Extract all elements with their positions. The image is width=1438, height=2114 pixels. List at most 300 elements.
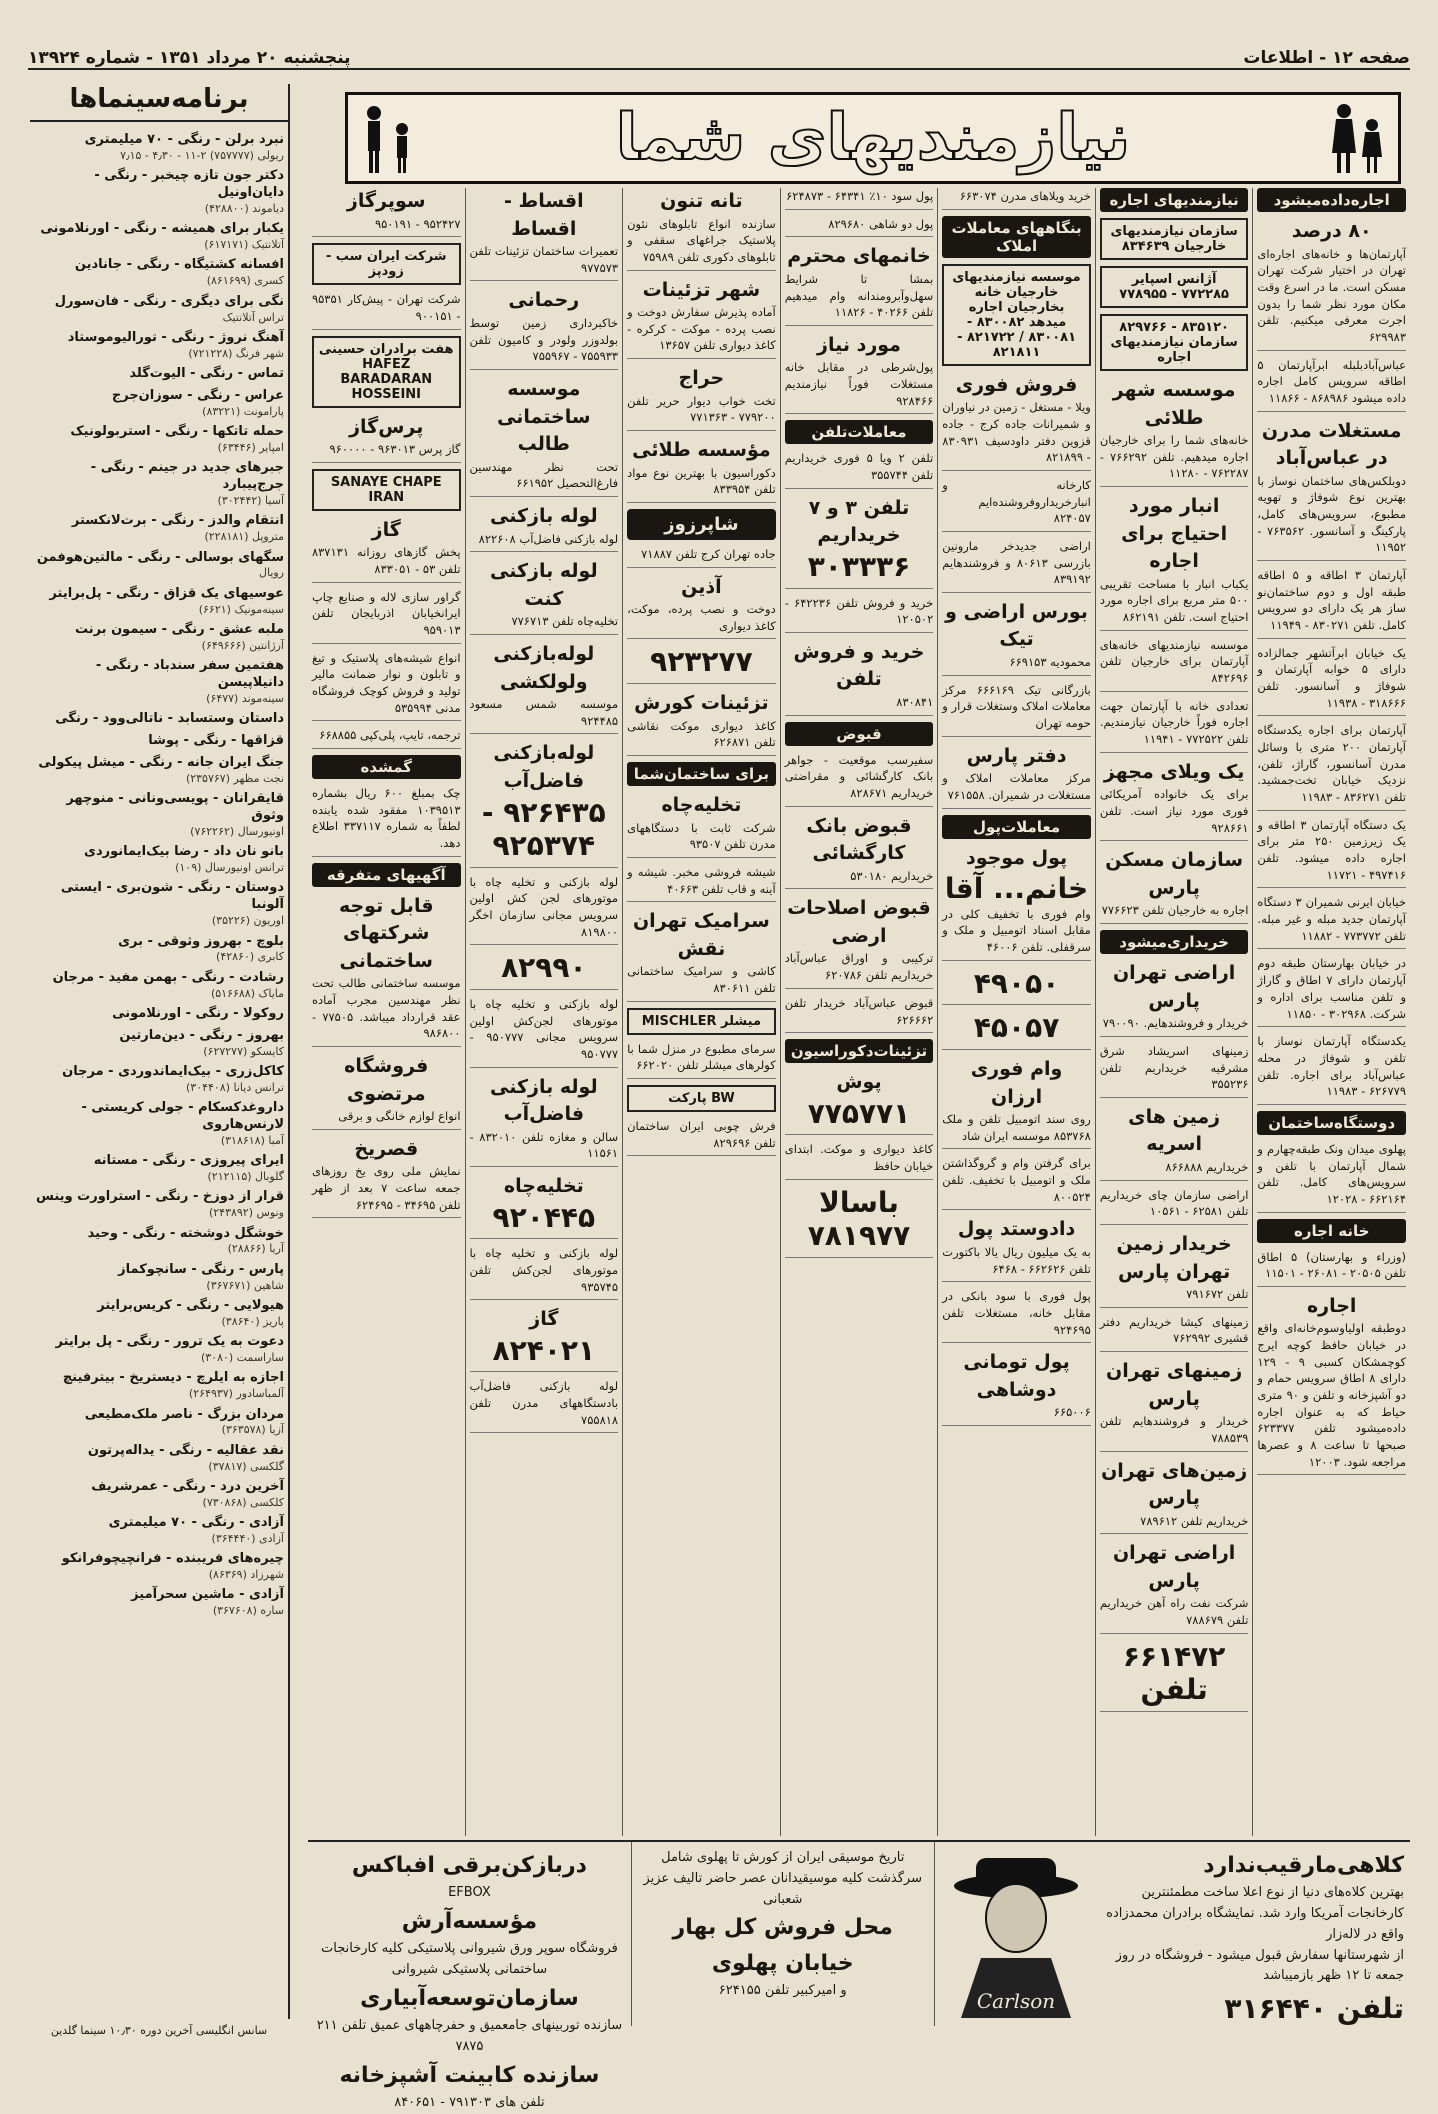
family-walking-icon	[1322, 99, 1392, 177]
ad-column	[622, 188, 780, 1836]
ad-headline: تخلیه‌چاه	[661, 793, 742, 816]
classifieds-banner	[345, 92, 1401, 184]
classified-ad	[627, 1041, 776, 1079]
section-heading: خانه اجاره	[1257, 1219, 1406, 1243]
ad-headline: ۶۶۱۴۷۲ تلفن	[1122, 1639, 1226, 1707]
classified-ad	[312, 785, 461, 857]
ad-headline: زمین های اسریه	[1128, 1105, 1221, 1156]
ad-column	[780, 188, 938, 1836]
film-title: بلوچ - بهروز وثوقی - بری	[118, 933, 284, 949]
cinema-item	[34, 294, 284, 325]
ad-text: ۶۶۵۰۰۶	[1053, 1405, 1091, 1420]
ad-text: پول سود ۱۰٪ ۶۴۳۴۱ - ۶۲۴۸۷۳	[786, 189, 934, 203]
ad-text: کارخانه و انبارخریداروفروشنده‌ایم ۸۲۴۰۵۷	[942, 477, 1091, 526]
section-heading: قبوض	[785, 722, 934, 746]
classified-ad	[785, 995, 934, 1033]
ad-text: لوله بازکنی فاضل‌آب ۸۲۲۶۰۸	[478, 531, 619, 546]
film-title: سگهای بوسالی - رنگی - مالتین‌هوفمن	[36, 549, 284, 565]
classified-ad	[785, 1186, 934, 1258]
classified-ad	[312, 414, 461, 463]
classified-ad	[1257, 645, 1406, 717]
ad-headline: ۳۰۳۳۳۶	[807, 549, 911, 583]
classified-ad	[1100, 1540, 1249, 1633]
cinema-item	[34, 1551, 284, 1582]
classified-ad	[1257, 567, 1406, 639]
classified-ad	[470, 503, 619, 552]
cinema-item	[34, 970, 284, 1001]
ad-headline: زمین‌های تهران پارس	[1101, 1459, 1248, 1510]
film-showtimes: آسیا (۳۰۲۴۴۲)	[217, 494, 284, 508]
cinema-item	[34, 132, 284, 163]
classified-ad	[627, 546, 776, 568]
cinema-item	[34, 460, 284, 508]
ad-text: تلفن ۲ ویا ۵ فوری خریداریم تلفن ۳۵۵۷۴۴	[784, 451, 934, 483]
ad-text: تلفن ۷۹۱۶۷۲	[1186, 1287, 1249, 1302]
cinema-item	[34, 1587, 284, 1618]
film-title: نگی برای دیگری - رنگی - فان‌سورل	[54, 293, 284, 309]
music-phone: و امیرکبیر تلفن ۶۲۴۱۵۵	[718, 1982, 847, 1998]
film-showtimes: آریا (۲۸۸۶۶)	[227, 1242, 284, 1256]
film-showtimes: سینه‌مونیک (۶۶۲۱)	[198, 602, 284, 616]
ad-headline: تانه تنون	[660, 190, 743, 212]
ad-text: خریدار و فروشندهایم. ۷۹۰۰۹۰	[1102, 1016, 1249, 1031]
classified-ad	[1100, 1640, 1249, 1712]
ad-text: تخت خواب دیوار حریر تلفن ۷۷۹۲۰۰ - ۷۷۱۳۶۳	[627, 393, 776, 425]
cinema-item	[34, 1153, 284, 1184]
cinema-item	[34, 1028, 284, 1059]
classified-ad	[1257, 218, 1406, 351]
ad-text: روی سند اتومبیل تلفن و ملک ۸۵۳۷۶۸ موسسه ایران شاد	[942, 1112, 1091, 1143]
section-heading: گمشده	[312, 755, 461, 779]
classified-ad	[1100, 377, 1249, 487]
ad-text: خریداریم ۸۶۶۸۸۸	[1165, 1160, 1249, 1174]
section-heading: بنگاههای معاملات املاک	[942, 216, 1091, 258]
film-title: هیولایی - رنگی - کریس‌برایتر	[97, 1297, 284, 1313]
ad-text: خرید ویلاهای مدرن ۶۶۳۰۷۴	[959, 189, 1091, 203]
film-title: قزاقها - رنگی - پوشا	[148, 733, 284, 749]
ad-text: چک بمبلغ ۶۰۰ ریال بشماره ۱۰۳۹۵۱۳ مفقود شده یابنده لطفاً به شماره ۳۳۷۱۱۷ اطلاع دهد.	[311, 786, 461, 851]
film-showtimes: رویال	[258, 566, 284, 580]
film-title: یکبار برای همیشه - رنگی - اورنلامونی	[40, 221, 284, 237]
classified-ads-grid	[308, 188, 1410, 1836]
classified-ad	[312, 589, 461, 644]
ad-text: سالن و مغازه تلفن ۸۳۲۰۱۰ - ۱۱۵۶۱	[469, 1129, 619, 1161]
ad-headline: ۹۲۳۲۷۷	[650, 645, 753, 679]
classified-ad	[627, 1118, 776, 1156]
ad-headline: ۹۲۰۴۴۵	[492, 1200, 596, 1234]
classified-ad	[785, 216, 934, 238]
film-title: دعوت به یک ترور - رنگی - پل برایتر	[55, 1334, 284, 1350]
classified-ad	[470, 188, 619, 281]
section-heading: معاملات‌تلفن	[785, 420, 934, 444]
ad-text: نمایش ملی روی یخ روزهای جمعه ساعت ۷ بعد از ظهر تلفن ۳۴۶۹۵ - ۶۲۴۶۹۵	[311, 1164, 461, 1212]
film-title: اجازه به ایلرچ - دیستریخ - بیترفینچ	[62, 1370, 284, 1386]
classified-ad	[1257, 894, 1406, 949]
classified-ad	[1100, 1314, 1249, 1352]
cinema-item	[34, 1262, 284, 1293]
ad-text: عباس‌آباد‌بلبله ابرآپارتمان ۵ اطاقه سرویس کامل اجاره داده میشود ۸۶۸۹۸۶ - ۱۱۸۶۶	[1257, 357, 1406, 405]
ad-headline: موسسه شهر طلائی	[1112, 379, 1236, 429]
efbox-text: سازنده توربینهای جامعمیق و حفرچاههای عمیق تلفن ۲۱۱ ۷۸۷۵	[316, 2017, 623, 2054]
cinema-item	[34, 257, 284, 288]
ad-headline: سازمان مسکن پارس	[1105, 849, 1243, 899]
classified-ad	[1100, 1231, 1249, 1308]
classified-ad	[312, 650, 461, 722]
classified-ad	[470, 287, 619, 370]
cinema-item	[34, 844, 284, 875]
ad-headline: لوله بازکنی فاضل‌آب	[490, 1075, 598, 1126]
header-page-number: صفحه ۱۲ - اطلاعات	[1243, 48, 1410, 68]
boxed-ad: SANAYE CHAPE IRAN	[312, 469, 461, 511]
film-title: آزادی - رنگی - ۷۰ میلیمتری	[108, 1515, 284, 1531]
carlson-brand: Carlson	[976, 1989, 1055, 2013]
boxed-ad: میشلر MISCHLER	[627, 1008, 776, 1035]
film-showtimes: مایاک (۵۱۶۶۸۸)	[210, 986, 284, 1000]
classified-ad	[785, 1141, 934, 1179]
ad-headline: قبوض اصلاحات ارضی	[787, 897, 931, 947]
ad-text: آماده پذیرش سفارش دوخت و نصب پرده - موکت - کرکره - کاغذ دیواری تلفن ۱۳۶۵۷	[627, 305, 776, 353]
arsh-phone: تلفن های ۷۹۱۳۰۳ - ۸۴۰۶۵۱	[394, 2094, 545, 2110]
classified-ad	[312, 1136, 461, 1219]
classified-ad	[785, 752, 934, 807]
classified-ad	[1257, 1249, 1406, 1287]
classified-ad	[1100, 847, 1249, 924]
ad-headline: تخلیه‌چاه	[503, 1175, 584, 1198]
classified-ad	[470, 1173, 619, 1239]
ad-text: زمینهای اسریشاد شرق مشرقیه خریداریم تلفن ۳۵۵۲۳۶	[1099, 1043, 1249, 1092]
classified-ad	[785, 188, 934, 210]
ad-headline: آذین	[681, 575, 722, 598]
classified-ad	[785, 595, 934, 633]
ad-text: موسسه شمس مسعود ۹۲۴۴۸۵	[469, 697, 619, 728]
boxed-ad: موسسه نیازمندیهای خارجیان خانه بخارجیان اجاره میدهد ۸۳۰۰۸۲ - ۸۳۰۰۸۱ / ۸۲۱۷۲۲ - ۸۲۱۸۱۱	[942, 264, 1091, 366]
ad-text: (وزراء و بهارستان) ۵ اطاق تلفن ۲۰۵۰۵ - ۲۶۰۸۱ - ۱۱۵۰۱	[1257, 1249, 1406, 1281]
ad-text: پول‌شرطی در مقابل خانه مستغلات فوراً نیازمندیم ۹۲۸۴۶۶	[784, 360, 934, 408]
classified-ad	[627, 188, 776, 271]
film-showtimes: آتلانتیک (۶۱۷۱۷۱)	[204, 238, 284, 252]
classified-ad	[942, 477, 1091, 532]
film-title: داستان وستسابد - ناتالی‌وود - رنگی	[55, 711, 284, 727]
carlson-hat-ad	[934, 1842, 1410, 2026]
classified-ad	[1257, 955, 1406, 1027]
ad-headline: شهر تزئینات	[642, 278, 761, 301]
ad-headline: لوله بازکنی	[490, 504, 598, 527]
cinema-item	[34, 1479, 284, 1510]
ad-text: آپارتمان‌ها و خانه‌های اجاره‌ای تهران در اختیار شرکت تهران مسکن است. ما در اسرع وقت مکان مورد نظر شما را بدون اجرت معرفی میکنیم. تلفن ۶۲۹۹۸۳	[1257, 246, 1406, 344]
ad-headline: مورد نیاز	[817, 333, 901, 356]
ad-text: موسسه نیازمندیهای خانه‌های آپارتمان برای خارجیان تلفن ۸۴۲۶۹۶	[1099, 637, 1249, 686]
classified-ad	[785, 450, 934, 488]
film-showtimes: کایسکو (۶۲۷۲۷۷)	[203, 1044, 284, 1058]
ad-text: یک خیابان ابرآتشهر جمالزاده دارای ۵ خوابه آپارتمان و شوفاژ و آسانسور. تلفن ۳۱۸۶۶۶ - ۱۱۹۳۸	[1257, 645, 1406, 710]
ad-headline: انبار مورد احتیاج برای اجاره	[1121, 495, 1228, 573]
ad-text: قبوض عباس‌آباد خریدار تلفن ۶۲۶۶۶۲	[784, 995, 934, 1027]
ad-text: ویلا - مستغل - زمین در نیاوران و شمیرانات جاده کرج - جاده قزوین دفتر داودسیف ۸۳۰۹۳۱ - ۸۲۱۸۹۹	[942, 400, 1091, 465]
classified-ad	[785, 332, 934, 415]
ad-text: خیابان ایرنی شمیران ۳ دستگاه آپارتمان جدید مبله و غیر مبله. تلفن ۷۷۳۷۷۲ - ۱۱۸۸۲	[1257, 895, 1407, 943]
classified-ad	[627, 574, 776, 640]
film-showtimes: آرژانتین (۶۴۹۶۶۶)	[201, 638, 284, 652]
film-showtimes: ترانس اونیورسال (۱۰۹)	[175, 861, 284, 875]
classified-ad	[1257, 817, 1406, 889]
ad-text: شرکت ثابت با دستگاههای مدرن تلفن ۹۳۵۰۷	[627, 820, 776, 852]
film-showtimes: کابری (۴۲۸۶۰)	[216, 950, 284, 964]
ad-text: لوله بازکنی و تخلیه چاه با موتورهای لجن‌کش اولین سرویس مجانی ۹۵۰۷۷۷ - ۹۵۰۷۷۷	[469, 996, 619, 1061]
film-showtimes: آزادی (۳۶۴۴۴۰)	[211, 1531, 284, 1545]
classified-ad	[942, 1056, 1091, 1149]
ad-headline: ۹۲۶۴۳۵ - ۹۲۵۳۷۴	[481, 795, 606, 863]
arsh-text: فروشگاه سوپر ورق شیروانی پلاستیکی کلیه کارخانجات ساختمانی پلاستیکی شیروانی	[321, 1941, 618, 1977]
ad-headline: دادوستد پول	[957, 1218, 1076, 1241]
film-showtimes: گلکسی (۳۷۸۱۷)	[208, 1459, 284, 1473]
film-title: هفتمین سفر سندباد - رنگی - دانیلاپیسن	[95, 658, 284, 690]
carlson-phone: تلفن ۳۱۶۴۴۰	[1224, 1992, 1404, 2026]
classified-ad	[942, 1011, 1091, 1050]
cinema-item	[34, 711, 284, 728]
ad-text: شیشه فروشی مخبر. شیشه و آینه و قاب تلفن ۴۰۶۶۳	[627, 864, 776, 896]
classified-ad	[470, 1074, 619, 1167]
film-title: عراس - رنگی - سوزان‌جرج	[111, 387, 284, 403]
ad-headline: لوله‌بازکنی ولولکشی	[493, 642, 595, 693]
ad-headline: سرامیک تهران نقش	[632, 910, 770, 960]
ad-text: برای یک خانواده آمریکائی فوری مورد نیاز است. تلفن ۹۲۸۶۶۱	[1099, 787, 1249, 835]
cinema-item	[34, 791, 284, 839]
classified-ad	[1100, 493, 1249, 631]
bottom-ads-row	[308, 1840, 1410, 2110]
film-showtimes: آمبا (۳۱۸۶۱۸)	[220, 1133, 284, 1147]
ad-text: ۸۳۰۸۴۱	[896, 694, 934, 709]
section-heading: معاملات‌پول	[942, 815, 1091, 839]
classified-ad	[942, 743, 1091, 809]
classified-ad	[1257, 418, 1406, 561]
ad-headline: مؤسسه طلائی	[632, 439, 771, 462]
section-heading: دوستگاه‌ساختمان	[1257, 1111, 1406, 1135]
classified-ad	[470, 558, 619, 635]
classified-ad	[627, 277, 776, 360]
cinema-item	[34, 1189, 284, 1220]
ad-text: تعدادی خانه با آپارتمان جهت اجاره فوراً خارجیان نیازمندیم. تلفن ۷۷۲۵۲۲ - ۱۱۹۴۱	[1099, 698, 1249, 747]
film-title: بهروز - رنگی - دین‌مارتین	[119, 1027, 284, 1043]
cinema-item	[34, 1334, 284, 1365]
ad-text: به یک میلیون ریال یالا باکتورت تلفن ۶۶۲۶۲۶ - ۶۴۶۸	[942, 1244, 1091, 1276]
ad-column	[937, 188, 1095, 1836]
cinema-item	[34, 622, 284, 653]
ad-headline: ۴۵۰۵۷	[973, 1011, 1060, 1045]
boxed-ad: سازمان نیازمندیهای خارجیان ۸۳۴۶۳۹	[1100, 218, 1249, 260]
ad-text: خانه‌های شما را برای خارجیان اجاره میدهیم. تلفن ۷۶۶۲۹۲ - ۷۶۲۲۸۷ - ۱۱۲۸۰	[1099, 433, 1249, 481]
cinema-footnote: سانس انگلیسی آخرین دوره ۱۰٫۳۰ سینما گلدین	[50, 2024, 268, 2037]
classified-ad	[1257, 357, 1406, 412]
classified-ad	[942, 599, 1091, 676]
ad-headline: حراج	[678, 367, 725, 390]
film-showtimes: سینه‌موند (۶۴۷۷)	[206, 691, 284, 705]
film-title: نقد عقالیه - رنگی - یداله‌پرتون	[87, 1442, 284, 1458]
classified-ad	[470, 874, 619, 946]
man-with-hat-icon	[941, 1848, 1091, 2018]
classified-ad	[470, 951, 619, 990]
film-showtimes: آزیا (۳۶۳۵۷۸)	[221, 1423, 284, 1437]
ad-headline: ۸۲۴۰۲۱	[492, 1333, 596, 1367]
classified-ad	[942, 372, 1091, 471]
classified-ad	[1100, 1043, 1249, 1098]
classified-ad	[627, 792, 776, 858]
film-showtimes: نجت مظهر (۲۳۵۷۶۷)	[185, 771, 284, 785]
film-title: خوشگل دوشخته - رنگی - وحید	[87, 1225, 284, 1241]
film-showtimes: شاهین (۳۶۷۶۷۱)	[206, 1278, 284, 1292]
cinema-item	[34, 934, 284, 965]
classified-ad	[470, 1378, 619, 1433]
classified-ad	[312, 188, 461, 237]
carlson-text: بهترین کلاه‌های دنیا از نوع اعلا ساخت مطمئنترین کارخانجات آمریکا وارد شد. نمایشگاه برادران محمدزاده واقع در لاله‌زار	[1106, 1885, 1404, 1942]
ad-headline: موسسه ساختمانی طالب	[497, 378, 591, 456]
film-title: دکتر جون تازه چیخبر - رنگی - دایان‌اونیل	[94, 168, 284, 201]
film-showtimes: ساراسمت (۳۰۸۰)	[200, 1351, 284, 1365]
ad-text: فرش چوبی ایران ساختمان تلفن ۸۲۹۶۹۶	[627, 1118, 776, 1150]
music-history-ad	[631, 1842, 934, 2026]
cinema-item	[34, 733, 284, 750]
film-showtimes: آلمباسادور (۲۶۴۹۳۷)	[188, 1387, 284, 1401]
ad-text: بمشا تا شرایط سهل‌وآبرومندانه وام میدهیم تلفن ۴۰۲۶۶ - ۱۱۸۲۶	[784, 271, 934, 320]
classified-ad	[942, 188, 1091, 210]
ad-headline: فروش فوری	[955, 373, 1078, 396]
arsh-brand: سازنده کابینت آشپزخانه	[339, 2062, 600, 2088]
ad-headline: وام فوری ارزان	[970, 1057, 1063, 1108]
ad-text: آپارتمان برای اجاره یکدستگاه آپارتمان ۲۰۰ متری با وسائل مدرن آسانسور، گاراژ، تلفن، نزدیک خیابان تخت‌جمشید. تلفن ۸۳۶۲۷۱ - ۱۱۹۸۳	[1257, 723, 1406, 805]
film-title: ایرای پیروزی - رنگی - مستانه	[93, 1153, 284, 1169]
ad-headline: یک ویلای مجهز	[1103, 760, 1245, 783]
ad-headline: ۴۹۰۵۰	[973, 966, 1060, 1000]
ad-text: خاکبرداری زمین توسط بولدوزر ولودر و کامیون تلفن ۷۵۵۹۳۳ - ۷۵۵۹۶۷	[469, 315, 619, 364]
cinema-item	[34, 1370, 284, 1401]
cinema-item	[34, 1064, 284, 1095]
classified-ad	[627, 908, 776, 1001]
film-title: جنگ ایران جانه - رنگی - میشل پیکولی	[38, 754, 284, 770]
ad-text: در خیابان بهارستان طبقه دوم آپارتمان دارای ۷ اطاق و گاراژ و تلفن مناسب برای اداره و شرکت. ۳۰۲۹۶۸ - ۱۱۸۵۰	[1257, 956, 1406, 1021]
ad-text: شرکت نفت راه آهن خریداریم تلفن ۷۸۸۶۷۹	[1099, 1596, 1249, 1628]
film-showtimes: متروپل (۲۲۸۱۸۱)	[204, 530, 284, 544]
ad-headline: ۸۲۹۹۰	[501, 951, 587, 985]
film-showtimes: شهرزاد (۸۶۳۶۹)	[208, 1568, 284, 1582]
classified-ad	[627, 864, 776, 902]
film-title: قایقرانان - پویسی‌ونانی - منوچهر وثوق	[66, 791, 284, 824]
ad-text: پول دو شاهی ۸۲۹۶۸۰	[828, 216, 934, 231]
film-title: افسانه کشتیگاه - رنگی - جانادین	[74, 257, 284, 273]
ad-text: سازنده انواع تابلوهای نئون پلاستیک جراغهای سقفی و تابلوهای دکوری تلفن ۷۵۹۸۹	[627, 216, 776, 264]
ad-column	[465, 188, 623, 1836]
classified-ad	[942, 682, 1091, 737]
classified-ad	[942, 845, 1091, 961]
ad-text: محمودیه ۶۶۹۱۵۳	[1009, 655, 1091, 670]
classified-ad	[1257, 1141, 1406, 1213]
section-heading: آگهیهای متفرقه	[312, 863, 461, 887]
classified-ad	[1257, 1293, 1406, 1476]
film-title: رشادت - رنگی - بهمن مفید - مرجان	[52, 969, 284, 985]
cinema-item	[34, 1407, 284, 1438]
cinema-item	[34, 388, 284, 419]
section-heading: برای ساختمان‌شما	[627, 762, 776, 786]
ad-text: بازرگانی تیک ۶۶۶۱۶۹ مرکز معاملات املاک وستغلات قرار و حومه تهران	[942, 682, 1091, 731]
ad-text: آپارتمان ۳ اطاقه و ۵ اطاقه طبقه اول و دوم ساختمان‌نو ساز هر یک دارای دو سرویس کامل. تلفن ۸۳۰۲۷۱ - ۱۱۹۴۹	[1257, 568, 1406, 633]
classified-ad	[470, 740, 619, 867]
boxed-ad: هفت برادران حسینی HAFEZ BARADARAN HOSSEINI	[312, 336, 461, 408]
ad-text: لوله بازکنی فاضل‌آب بادستگاههای مدرن تلفن ۷۵۵۸۱۸	[469, 1379, 619, 1427]
ad-text: خریدار و فروشندهایم تلفن ۷۸۸۵۳۹	[1099, 1414, 1249, 1445]
cinema-item	[34, 550, 284, 581]
classified-ad	[785, 495, 934, 589]
classified-ad	[312, 291, 461, 329]
classified-ad	[470, 641, 619, 734]
ad-headline: پول موجود	[965, 846, 1068, 869]
ad-headline: باسالا ۷۸۱۹۷۷	[807, 1185, 911, 1253]
classified-ad	[1100, 698, 1249, 753]
ad-headline: قصریخ	[354, 1137, 419, 1160]
film-title: چیره‌های فریبنده - فرانچیچوفرانکو	[61, 1551, 284, 1567]
cinema-item	[34, 880, 284, 928]
film-showtimes: اوریون (۳۵۲۲۶)	[211, 914, 284, 928]
ad-text: برای گرفتن وام و گروگذاشتن ملک و اتومبیل با تخفیف. تلفن ۸۰۰۵۲۴	[942, 1156, 1091, 1204]
section-heading: تزئینات‌دکوراسیون	[785, 1039, 934, 1063]
film-showtimes: کسری (۸۶۱۶۹۹)	[206, 274, 284, 288]
music-title: محل فروش کل بهار خیابان پهلوی	[672, 1915, 893, 1976]
ad-column	[1095, 188, 1253, 1836]
ad-text: سرمای مطبوع در منزل شما با کولرهای میشلر تلفن ۶۶۲۰۲۰	[627, 1041, 776, 1073]
page-header	[28, 38, 1410, 70]
classified-ad	[942, 1155, 1091, 1210]
ad-headline: خریدار زمین تهران پارس	[1116, 1233, 1232, 1283]
classified-ad	[1100, 1358, 1249, 1451]
inverted-ad: شاپرزوز	[627, 509, 776, 540]
film-title: پارس - رنگی - سانچوکماز	[118, 1261, 284, 1277]
ad-text: یک دستگاه آپارتمان ۳ اطاقه و یک زیرزمین ۲۵۰ متر برای اجاره داده میشود. تلفن ۴۹۷۴۱۶ - ۱۱۷۲۱	[1257, 817, 1407, 882]
ad-text: ترجمه، تایپ، پلی‌کپی ۶۶۸۸۵۵	[319, 728, 461, 743]
cinema-item	[34, 755, 284, 786]
film-showtimes: شهر فرنگ (۷۲۱۲۲۸)	[188, 346, 284, 360]
carlson-title: کلاهی‌مارقیب‌ندارد	[1203, 1853, 1404, 1878]
film-showtimes: ریولی (۷۵۷۷۷۷) ۲-۱۱ - ۴٫۳۰ - ۷٫۱۵	[120, 148, 284, 162]
classified-ad	[1100, 960, 1249, 1037]
ad-headline: لوله بازکنی کنت	[490, 560, 598, 610]
ad-headline: اراضی تهران پارس	[1112, 1542, 1236, 1592]
film-title: مردان بزرگ - ناصر ملک‌مطیعی	[84, 1406, 284, 1422]
ad-text: دوخت و نصب پرده، موکت، کاغذ دیواری	[627, 602, 776, 633]
ad-headline: خانم... آقا	[944, 872, 1089, 906]
film-showtimes: دیاموند (۴۲۸۸۰۰)	[204, 201, 284, 215]
classified-ad	[470, 1306, 619, 1372]
cinema-item	[34, 658, 284, 706]
family-figures-icon	[354, 99, 424, 177]
ad-text: دکوراسیون با بهترین نوع مواد تلفن ۸۳۳۹۵۴	[627, 465, 776, 497]
classified-ad	[627, 690, 776, 756]
ad-text: مرکز معاملات املاک و مستغلات در شمیران. ۷۶۱۵۵۸	[942, 771, 1091, 802]
cinema-item	[34, 586, 284, 617]
classified-ad	[1100, 637, 1249, 692]
arsh-institute-ad	[308, 1842, 631, 2110]
ad-text: کاشی و سرامیک ساختمانی تلفن ۸۳۰۶۱۱	[627, 964, 776, 995]
film-title: حمله تاتکها - رنگی - استربولونیک	[70, 424, 284, 440]
boxed-ad: ۸۳۵۱۲۰ - ۸۲۹۷۶۶ سازمان نیازمندیهای اجاره	[1100, 314, 1249, 371]
film-title: آهنگ نروژ - رنگی - تورالیوموستاد	[67, 329, 284, 345]
classified-ad	[942, 967, 1091, 1006]
cinema-item	[34, 168, 284, 216]
cinema-item	[34, 1515, 284, 1546]
film-title: کاکل‌زری - بیک‌ایماندوردی - مرجان	[62, 1063, 284, 1079]
classified-ad	[627, 365, 776, 431]
ad-text: دوبلکس‌های ساختمان نوساز با بهترین نوع شوفاژ و تهویه مطبوع، سرویس‌های کامل، پارکینگ و آسانسور. ۷۶۳۵۶۲ - ۱۱۹۵۲	[1257, 473, 1406, 555]
film-title: بانو نان داد - رضا بیک‌ایمانوردی	[84, 844, 284, 860]
classified-ad	[785, 243, 934, 326]
film-showtimes: پاریز (۳۸۶۴۰)	[221, 1314, 284, 1328]
film-title: عوسیهای یک قزاق - رنگی - پل‌برایتر	[49, 585, 284, 601]
